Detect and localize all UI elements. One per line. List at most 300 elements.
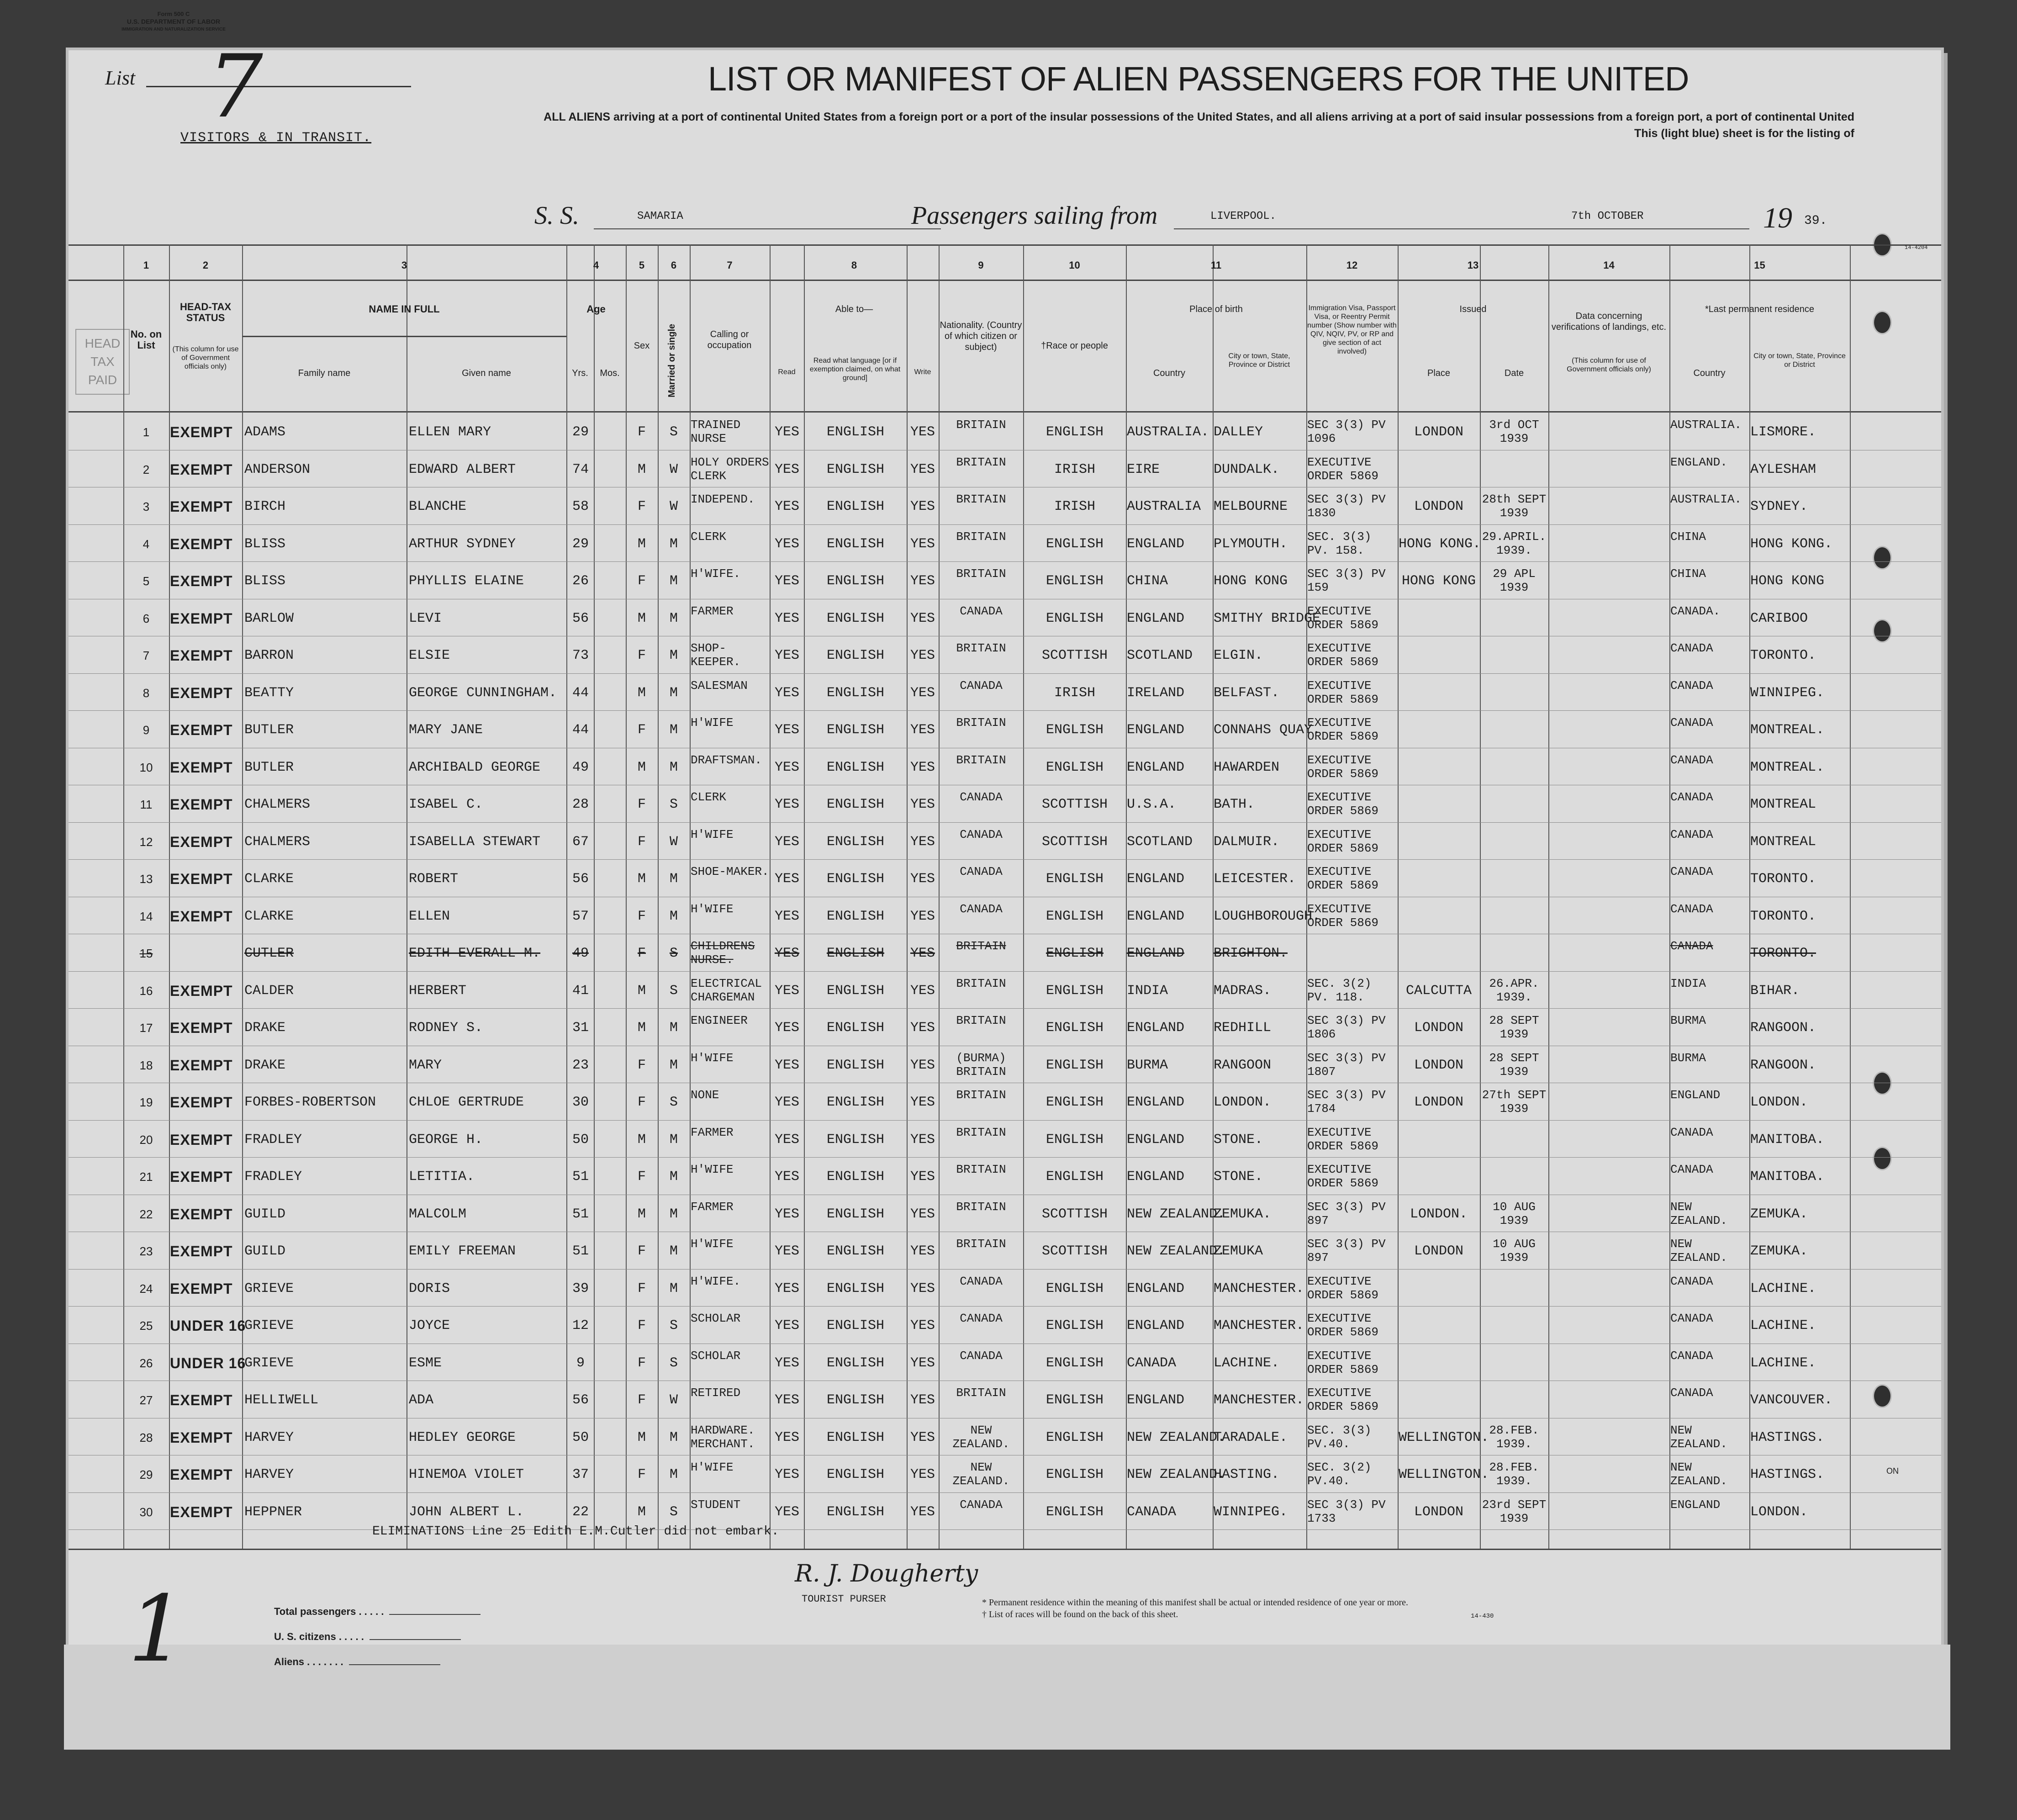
header-place-of-birth: Place of birth: [1189, 304, 1243, 314]
cell-no: 18: [139, 1058, 153, 1072]
cell-occ: STUDENT: [691, 1497, 741, 1512]
cell-race: SCOTTISH: [1041, 797, 1108, 812]
total-passengers-field: [389, 1614, 480, 1615]
cell-family: BLISS: [244, 536, 286, 552]
service-name: IMMIGRATION AND NATURALIZATION SERVICE: [121, 27, 226, 32]
cell-res-city: VANCOUVER.: [1750, 1392, 1833, 1408]
cell-family: HARVEY: [244, 1467, 294, 1482]
cell-age: 28: [572, 797, 589, 812]
cell-nat: NEW ZEALAND.: [952, 1423, 1010, 1451]
cell-family: CUTLER: [244, 946, 294, 961]
cell-write: YES: [910, 946, 935, 961]
cell-age: 56: [572, 610, 589, 626]
cell-lang: ENGLISH: [826, 499, 885, 514]
cell-family: ANDERSON: [244, 461, 311, 477]
cell-city: RANGOON: [1214, 1057, 1272, 1073]
cell-age: 67: [572, 834, 589, 850]
table-row: [0, 1381, 1873, 1419]
table-row: [0, 674, 1873, 712]
cell-visa: SEC 3(3) PV 1784: [1307, 1088, 1386, 1116]
cell-place: [1399, 935, 1479, 972]
table-row: [0, 1419, 1873, 1456]
cell-no: 24: [139, 1281, 153, 1296]
cell-read: YES: [774, 1429, 799, 1445]
ship-name: SAMARIA: [637, 210, 683, 222]
cell-place: LONDON: [1414, 1057, 1464, 1073]
cell-lang: ENGLISH: [826, 461, 885, 477]
cell-write: YES: [910, 1504, 935, 1520]
cell-nat: BRITAIN: [956, 1125, 1006, 1139]
cell-country: ENGLAND: [1127, 1318, 1185, 1333]
cell-lang: ENGLISH: [826, 722, 885, 738]
cell-age: 30: [572, 1095, 589, 1110]
cell-write: YES: [910, 1318, 935, 1333]
cell-age: 9: [576, 1355, 585, 1371]
header-sex: Sex: [634, 341, 650, 351]
cell-place: [1399, 898, 1479, 935]
cell-nat: BRITAIN: [956, 1200, 1006, 1214]
cell-given: DORIS: [409, 1280, 450, 1296]
cell-visa: SEC 3(3) PV 159: [1307, 567, 1386, 594]
ss-label: S. S.: [534, 201, 579, 230]
cell-family: GRIEVE: [244, 1355, 294, 1371]
cell-status: EXEMPT: [170, 498, 233, 515]
cell-no: 14: [139, 909, 153, 923]
cell-given: HERBERT: [409, 983, 467, 999]
cell-sex: F: [637, 1318, 646, 1333]
cell-city: ELGIN.: [1214, 648, 1263, 663]
cell-visa: SEC 3(3) PV 897: [1307, 1237, 1386, 1264]
list-number: 7: [208, 36, 263, 137]
cell-city: MADRAS.: [1214, 983, 1272, 999]
total-passengers-line: Total passengers . . . . .: [274, 1599, 480, 1624]
cell-city: REDHILL: [1214, 1020, 1272, 1036]
cell-lang: ENGLISH: [826, 573, 885, 589]
cell-status: EXEMPT: [170, 796, 233, 813]
cell-lang: ENGLISH: [826, 685, 885, 701]
cell-occ: H'WIFE: [691, 716, 734, 730]
cell-date: 28.FEB. 1939.: [1489, 1423, 1539, 1451]
binder-hole: [1873, 1071, 1892, 1095]
cell-no: 25: [139, 1319, 153, 1333]
cell-sex: F: [637, 797, 646, 812]
cell-country: CANADA: [1127, 1504, 1177, 1520]
cell-place: WELLINGTON.: [1399, 1429, 1489, 1445]
column-number: 11: [1210, 259, 1222, 271]
header-last-residence: *Last permanent residence: [1705, 304, 1815, 314]
cell-no: 6: [143, 611, 150, 625]
cell-race: ENGLISH: [1045, 759, 1104, 775]
cell-family: GRIEVE: [244, 1318, 294, 1333]
cell-family: DRAKE: [244, 1020, 286, 1036]
binder-hole: [1873, 1384, 1892, 1408]
binder-hole: [1873, 1147, 1892, 1170]
cell-place: CALCUTTA: [1405, 983, 1472, 999]
cell-ms: M: [669, 1243, 678, 1259]
cell-place: [1399, 674, 1479, 712]
footnotes: [982, 1597, 1408, 1620]
cell-given: ESME: [409, 1355, 442, 1371]
cell-read: YES: [774, 573, 799, 589]
cell-date: [1481, 451, 1547, 493]
cell-lang: ENGLISH: [826, 1504, 885, 1520]
cell-no: 5: [143, 574, 150, 588]
cell-nat: CANADA: [960, 827, 1003, 841]
cell-no: 20: [139, 1132, 153, 1147]
cell-res-city: MONTREAL: [1750, 834, 1816, 850]
cell-lang: ENGLISH: [826, 1429, 885, 1445]
cell-status: EXEMPT: [170, 1020, 233, 1036]
header-issued: Issued: [1459, 304, 1487, 314]
cell-date: 23rd SEPT 1939: [1482, 1497, 1547, 1525]
cell-place: [1399, 600, 1479, 637]
footnote-races: † List of races will be found on the back of this sheet.: [982, 1609, 1178, 1619]
form-number: Form 500 C: [157, 11, 190, 17]
aliens-line: Aliens . . . . . . .: [274, 1649, 480, 1674]
cell-family: DRAKE: [244, 1057, 286, 1073]
cell-write: YES: [910, 1132, 935, 1148]
cell-visa: EXECUTIVE ORDER 5869: [1307, 790, 1379, 818]
cell-visa: EXECUTIVE ORDER 5869: [1307, 827, 1379, 855]
header-given-name: Given name: [462, 368, 511, 378]
cell-visa: EXECUTIVE ORDER 5869: [1307, 1163, 1379, 1190]
cell-write: YES: [910, 424, 935, 440]
cell-ms: S: [669, 1318, 678, 1333]
port-of-departure: LIVERPOOL.: [1210, 210, 1277, 222]
cell-read: YES: [774, 1467, 799, 1482]
cell-race: ENGLISH: [1045, 573, 1104, 589]
cell-country: ENGLAND: [1127, 1095, 1185, 1110]
cell-city: HAWARDEN: [1214, 759, 1280, 775]
manifest-subtitle: [361, 109, 1854, 142]
cell-race: IRISH: [1054, 685, 1095, 701]
cell-write: YES: [910, 797, 935, 812]
list-underline: [146, 86, 411, 87]
table-row: [0, 935, 1873, 972]
cell-no: 12: [139, 835, 153, 849]
cell-age: 57: [572, 908, 589, 924]
name-subrule: [242, 336, 566, 337]
cell-given: CHLOE GERTRUDE: [409, 1095, 524, 1110]
row-rule: [69, 673, 1941, 674]
cell-given: MALCOLM: [409, 1206, 467, 1222]
cell-nat: CANADA: [960, 678, 1003, 693]
column-number-rule: [69, 280, 1941, 281]
cell-occ: HOLY ORDERS CLERK: [691, 455, 769, 483]
cell-no: 10: [139, 760, 153, 774]
cell-visa: EXECUTIVE ORDER 5869: [1307, 1125, 1379, 1153]
cell-given: ISABEL C.: [409, 797, 483, 812]
table-row: [0, 488, 1873, 525]
cell-ms: S: [669, 797, 678, 812]
cell-write: YES: [910, 1020, 935, 1036]
cell-nat: BRITAIN: [956, 753, 1006, 767]
cell-no: 16: [139, 984, 153, 998]
cell-res-city: MANITOBA.: [1750, 1132, 1825, 1148]
cell-read: YES: [774, 1095, 799, 1110]
table-row: [0, 1121, 1873, 1159]
cell-city: LONDON.: [1214, 1095, 1272, 1110]
cell-city: MANCHESTER.: [1214, 1318, 1304, 1333]
cell-race: ENGLISH: [1045, 424, 1104, 440]
cell-read: YES: [774, 759, 799, 775]
cell-country: CHINA: [1127, 573, 1168, 589]
cell-occ: CLERK: [691, 529, 727, 544]
cell-lang: ENGLISH: [826, 983, 885, 999]
cell-occ: H'WIFE: [691, 1051, 734, 1065]
cell-country: ENGLAND: [1127, 722, 1185, 738]
column-number: 15: [1754, 259, 1765, 271]
cell-sex: M: [637, 1429, 646, 1445]
cell-visa: SEC 3(3) PV 1807: [1307, 1051, 1386, 1079]
cell-status: EXEMPT: [170, 1243, 233, 1259]
cell-date: 26.APR. 1939.: [1489, 976, 1539, 1004]
cell-no: 11: [140, 798, 153, 811]
cell-city: BELFAST.: [1214, 685, 1280, 701]
cell-country: ENGLAND: [1127, 1020, 1185, 1036]
row-rule: [69, 561, 1941, 562]
cell-res-country: NEW ZEALAND.: [1670, 1423, 1727, 1451]
cell-visa: SEC 3(3) PV 1733: [1307, 1497, 1386, 1525]
cell-country: SCOTLAND: [1127, 834, 1193, 850]
form-code: 14-4204: [1905, 244, 1928, 251]
cell-occ: NONE: [691, 1088, 719, 1102]
cell-read: YES: [774, 1355, 799, 1371]
row-rule: [69, 971, 1941, 972]
cell-place: [1399, 786, 1479, 823]
cell-nat: BRITAIN: [956, 976, 1006, 990]
cell-family: FRADLEY: [244, 1169, 302, 1185]
cell-res-city: LONDON.: [1750, 1504, 1808, 1520]
visitors-stamp: VISITORS & IN TRANSIT.: [180, 130, 372, 146]
header-issued-place: Place: [1427, 368, 1451, 378]
cell-age: 51: [572, 1169, 589, 1185]
cell-race: ENGLISH: [1045, 946, 1104, 961]
cell-res-city: MONTREAL.: [1750, 722, 1825, 738]
header-yrs: Yrs.: [572, 368, 588, 378]
cell-ms: W: [669, 1392, 678, 1408]
cell-ms: S: [669, 983, 678, 999]
cell-date: [1481, 823, 1547, 865]
cell-no: 30: [139, 1505, 153, 1519]
row-rule: [69, 710, 1941, 711]
cell-race: ENGLISH: [1045, 610, 1104, 626]
cell-visa: SEC. 3(2) PV.40.: [1307, 1460, 1372, 1488]
cell-read: YES: [774, 908, 799, 924]
cell-write: YES: [910, 1355, 935, 1371]
cell-visa: EXECUTIVE ORDER 5869: [1307, 716, 1379, 743]
cell-lang: ENGLISH: [826, 797, 885, 812]
cell-status: EXEMPT: [170, 647, 233, 664]
cell-write: YES: [910, 722, 935, 738]
table-row: [0, 1196, 1873, 1233]
sailing-date: 7th OCTOBER: [1571, 210, 1644, 222]
cell-no: 23: [139, 1244, 153, 1258]
cell-date: [1481, 1121, 1547, 1163]
cell-lang: ENGLISH: [826, 1206, 885, 1222]
cell-family: BUTLER: [244, 722, 294, 738]
cell-status: UNDER 16: [170, 1354, 246, 1371]
cell-race: ENGLISH: [1045, 1318, 1104, 1333]
cell-status: EXEMPT: [170, 535, 233, 552]
column-number: 2: [202, 259, 209, 271]
cell-country: ENGLAND: [1127, 1132, 1185, 1148]
cell-nat: BRITAIN: [956, 1014, 1006, 1027]
column-number: 4: [593, 259, 599, 271]
cell-visa: EXECUTIVE ORDER 5869: [1307, 1312, 1379, 1339]
cell-occ: FARMER: [691, 1125, 734, 1139]
column-number: 7: [727, 259, 733, 271]
cell-city: TARADALE.: [1214, 1429, 1288, 1445]
row-rule: [69, 1157, 1941, 1158]
cell-res-country: CANADA: [1670, 865, 1713, 878]
header-name-in-full: NAME IN FULL: [369, 303, 440, 315]
cell-city: LEICESTER.: [1214, 871, 1296, 887]
cell-res-country: CANADA: [1670, 716, 1713, 730]
cell-read: YES: [774, 722, 799, 738]
purser-label: TOURIST PURSER: [802, 1593, 886, 1605]
stamp-line: HEAD: [84, 336, 121, 350]
column-number: 5: [639, 259, 645, 271]
cell-sex: M: [637, 983, 646, 999]
table-row: [0, 1009, 1873, 1047]
cell-sex: F: [637, 722, 646, 738]
cell-res-city: TORONTO.: [1750, 946, 1816, 961]
cell-place: [1399, 1158, 1479, 1196]
cell-lang: ENGLISH: [826, 1318, 885, 1333]
cell-nat: BRITAIN: [956, 455, 1006, 469]
cell-status: EXEMPT: [170, 871, 233, 887]
cell-lang: ENGLISH: [826, 1392, 885, 1408]
cell-no: 22: [139, 1207, 153, 1221]
cell-city: DALMUIR.: [1214, 834, 1280, 850]
cell-family: BEATTY: [244, 685, 294, 701]
cell-ms: M: [669, 1169, 678, 1185]
cell-occ: SHOE-MAKER.: [691, 865, 769, 878]
header-visa: Immigration Visa, Passport Visa, or Reentry Permit number (Show number with QIV, NQIV, PV, or RP and give section of act involved): [1307, 304, 1397, 355]
cell-status: EXEMPT: [170, 1206, 233, 1222]
cell-age: 31: [572, 1020, 589, 1036]
cell-race: ENGLISH: [1045, 1020, 1104, 1036]
column-number: 10: [1069, 259, 1080, 271]
cell-write: YES: [910, 1095, 935, 1110]
cell-res-country: CANADA: [1670, 753, 1713, 767]
cell-date: [1481, 898, 1547, 940]
cell-write: YES: [910, 1429, 935, 1445]
cell-family: HELLIWELL: [244, 1392, 319, 1408]
cell-status: EXEMPT: [170, 610, 233, 627]
cell-age: 49: [572, 946, 589, 961]
cell-lang: ENGLISH: [826, 1467, 885, 1482]
aliens-field: [349, 1664, 440, 1665]
cell-race: ENGLISH: [1045, 1132, 1104, 1148]
cell-age: 49: [572, 759, 589, 775]
cell-race: SCOTTISH: [1041, 1243, 1108, 1259]
cell-nat: CANADA: [960, 1312, 1003, 1325]
cell-given: MARY: [409, 1057, 442, 1073]
table-row: [0, 898, 1873, 935]
cell-date: [1481, 1158, 1547, 1200]
cell-ms: W: [669, 834, 678, 850]
cell-family: BLISS: [244, 573, 286, 589]
cell-visa: EXECUTIVE ORDER 5869: [1307, 1386, 1379, 1413]
cell-age: 44: [572, 685, 589, 701]
row-rule: [69, 859, 1941, 860]
cell-status: EXEMPT: [170, 833, 233, 850]
header-verifications: Data concerning verifications of landings, etc.: [1551, 311, 1667, 332]
cell-write: YES: [910, 1243, 935, 1259]
cell-date: [1481, 935, 1547, 977]
table-bottom-rule: [69, 1549, 1941, 1550]
cell-place: [1399, 749, 1479, 786]
cell-occ: FARMER: [691, 1200, 734, 1214]
cell-no: 19: [139, 1095, 153, 1109]
cell-status: EXEMPT: [170, 684, 233, 701]
cell-lang: ENGLISH: [826, 1243, 885, 1259]
cell-read: YES: [774, 1057, 799, 1073]
cell-status: EXEMPT: [170, 573, 233, 589]
cell-res-country: NEW ZEALAND.: [1670, 1460, 1727, 1488]
cell-res-city: MANITOBA.: [1750, 1169, 1825, 1185]
table-row: [0, 600, 1873, 637]
cell-ms: S: [669, 1095, 678, 1110]
cell-ms: S: [669, 424, 678, 440]
cell-age: 22: [572, 1504, 589, 1520]
cell-place: [1399, 451, 1479, 488]
cell-country: ENGLAND: [1127, 610, 1185, 626]
cell-write: YES: [910, 610, 935, 626]
cell-write: YES: [910, 1057, 935, 1073]
cell-lang: ENGLISH: [826, 1095, 885, 1110]
cell-sex: F: [637, 908, 646, 924]
cell-read: YES: [774, 461, 799, 477]
cell-status: EXEMPT: [170, 424, 233, 440]
row-rule: [69, 1008, 1941, 1009]
cell-age: 26: [572, 573, 589, 589]
cell-place: [1399, 860, 1479, 898]
cell-country: SCOTLAND: [1127, 648, 1193, 663]
cell-place: [1399, 1344, 1479, 1382]
cell-ms: M: [669, 1057, 678, 1073]
column-number: 6: [671, 259, 677, 271]
cell-sex: F: [637, 424, 646, 440]
cell-country: NEW ZEALAND.: [1127, 1206, 1226, 1222]
cell-age: 51: [572, 1243, 589, 1259]
cell-sex: M: [637, 759, 646, 775]
cell-lang: ENGLISH: [826, 946, 885, 961]
cell-occ: TRAINED NURSE: [691, 418, 741, 445]
header-read-language: Read what language [or if exemption claimed, on what ground]: [809, 357, 901, 382]
cell-given: JOHN ALBERT L.: [409, 1504, 524, 1520]
cell-res-city: RANGOON.: [1750, 1020, 1816, 1036]
column-number: 3: [401, 259, 407, 271]
row-rule: [69, 1269, 1941, 1270]
cell-city: MANCHESTER.: [1214, 1280, 1304, 1296]
cell-sex: M: [637, 1020, 646, 1036]
cell-date: [1481, 600, 1547, 642]
cell-res-city: BIHAR.: [1750, 983, 1800, 999]
cell-occ: ELECTRICAL CHARGEMAN: [691, 976, 762, 1004]
date-underline: [1521, 228, 1749, 229]
cell-lang: ENGLISH: [826, 908, 885, 924]
cell-visa: EXECUTIVE ORDER 5869: [1307, 1274, 1379, 1302]
cell-nat: CANADA: [960, 604, 1003, 618]
cell-write: YES: [910, 1467, 935, 1482]
cell-res-city: LACHINE.: [1750, 1280, 1816, 1296]
cell-nat: BRITAIN: [956, 418, 1006, 432]
cell-visa: SEC 3(3) PV 1806: [1307, 1014, 1386, 1041]
cell-visa: [1307, 935, 1397, 977]
